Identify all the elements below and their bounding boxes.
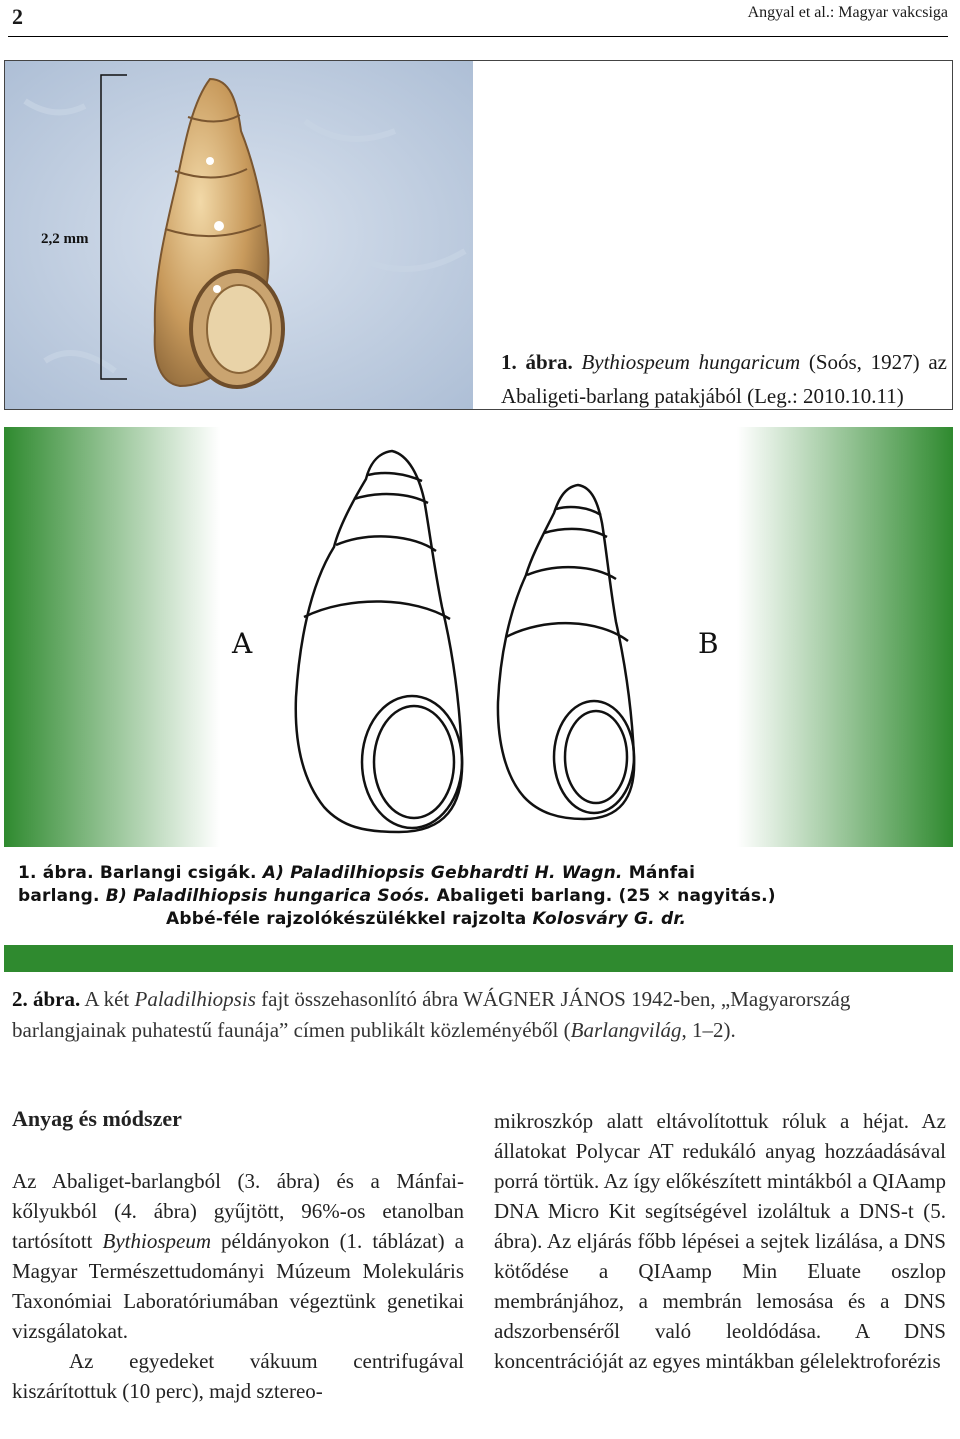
section-heading: Anyag és módszer [12, 1106, 182, 1131]
scan-caption-line-2: barlang. B) Paladilhiopsis hungarica Soós. Abaligeti barlang. (25 × nagyitás.) [18, 886, 776, 906]
page-header [8, 0, 948, 37]
shell-drawing-b [498, 485, 634, 819]
figure-1-caption [501, 345, 947, 413]
shell-drawing-a [296, 451, 462, 832]
green-bar [4, 945, 953, 972]
paragraph-3: mikroszkóp alatt eltávolítottuk róluk a héjat. Az állatokat Polycar AT redukáló anyag hozzáadásával porrá törtük. Az így előkészített mintákból a QIAamp DNA Micro Kit segítségével izoláltuk a DNS-t (5. ábra). Az eljárás főbb lépései a sejtek lizálása, a DNS kötődése a QIAamp Min Eluate oszlop membránjához, a membrán lemosása és a DNS adszorbenséről való leoldódása. A DNS koncentrációját az egyes mintákban gélelektroforézis [494, 1109, 946, 1373]
running-title: Angyal et al.: Magyar vakcsiga [747, 4, 948, 21]
scan-caption-line-1: 1. ábra. Barlangi csigák. A) Paladilhiopsis Gebhardti H. Wagn. Mánfai [18, 863, 696, 883]
figure-1 [4, 60, 953, 410]
left-column [12, 1104, 464, 1406]
label-a: A [232, 627, 253, 660]
figure-2-caption: 2. ábra. A két Paladilhiopsis fajt összehasonlító ábra WÁGNER JÁNOS 1942-ben, „Magyarország barlangjainak puhatestű faunája” címen publikált közleményéből (Barlangvilág, 1–2). [12, 987, 851, 1042]
green-gradient-left [4, 427, 220, 847]
green-gradient-right [737, 427, 953, 847]
label-b: B [698, 627, 719, 660]
figure-2-scanned-caption [18, 862, 938, 931]
figure-2-caption-label: 2. ábra. [12, 987, 81, 1011]
figure-1-caption-label: 1. ábra. [501, 350, 573, 374]
right-column [494, 1106, 946, 1376]
snail-shell-photo [5, 61, 473, 409]
scale-label: 2,2 mm [41, 231, 89, 247]
figure-1-caption-text: (Soós, 1927) az Abaligeti-barlang patakjából (Leg.: 2010.10.11) [501, 350, 947, 408]
page-number: 2 [12, 4, 23, 29]
figure-1-caption-species: Bythiospeum hungaricum [581, 350, 801, 374]
scan-caption-line-3: Abbé-féle rajzolókészülékkel rajzolta Kolosváry G. dr. [166, 909, 687, 929]
paragraph-1: Az Abaliget-barlangból (3. ábra) és a Mánfai-kőlyukból (4. ábra) gyűjtött, 96%-os etanolban tartósított Bythiospeum példányokon (1. táblázat) a Magyar Természettudományi Múzeum Molekuláris Taxonómiai Laboratóriumában végeztünk genetikai vizsgálatokat. [12, 1169, 464, 1343]
paragraph-2: Az egyedeket vákuum centrifugával kiszárítottuk (10 perc), majd sztereo- [12, 1349, 464, 1403]
